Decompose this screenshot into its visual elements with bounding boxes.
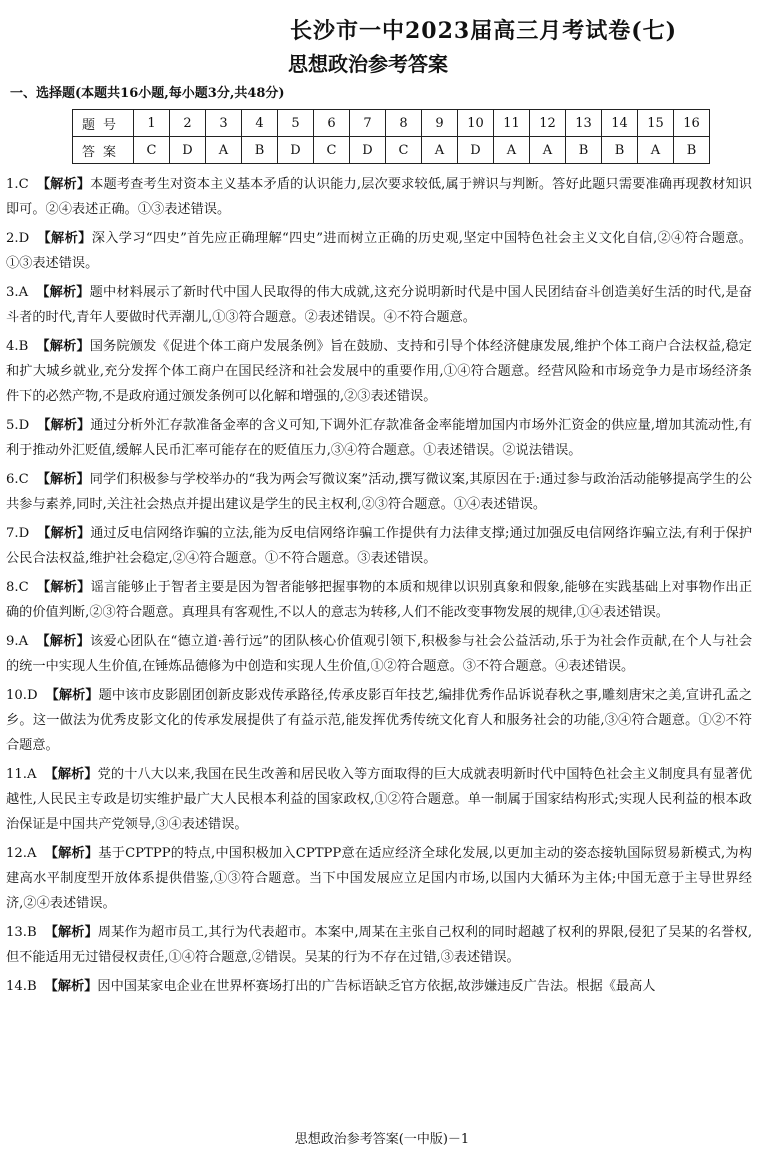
item-text: 该爱心团队在“德立道·善行远”的团队核心价值观引领下,积极参与社会公益活动,乐于为社会作贡献,在个人与社会的统一中实现人生价值,在锤炼品德修为中创造和实现人生价值,①②符合题意。③不符合题意。④表述错误。: [6, 634, 753, 674]
answer-cell: B: [566, 137, 602, 164]
answer-cell: B: [242, 137, 278, 164]
page-subtitle: 思想政治参考答案: [288, 52, 448, 76]
item-number: 7.D: [6, 526, 30, 541]
item-number: 2.D: [6, 231, 30, 246]
explanation-list: [6, 172, 752, 1003]
answer-cell: C: [134, 137, 170, 164]
question-number-cell: 7: [350, 110, 386, 137]
analysis-tag: 【解析】: [36, 580, 91, 595]
question-number-cell: 16: [674, 110, 710, 137]
item-text: 因中国某家电企业在世界杯赛场打出的广告标语缺乏官方依据,故涉嫌违反广告法。根据《最高人: [97, 979, 656, 994]
item-number: 11.A: [6, 767, 37, 782]
analysis-tag: 【解析】: [37, 418, 91, 433]
answer-cell: B: [602, 137, 638, 164]
question-number-cell: 9: [422, 110, 458, 137]
explanation-item: [6, 334, 752, 409]
analysis-tag: 【解析】: [36, 177, 91, 192]
analysis-tag: 【解析】: [44, 767, 98, 782]
item-text: 通过分析外汇存款准备金率的含义可知,下调外汇存款准备金率能增加国内市场外汇资金的供应量,增加其流动性,有利于推动外汇贬值,缓解人民币汇率可能存在的贬值压力,③④符合题意。①表述错误。②说法错误。: [6, 418, 752, 458]
item-text: 基于CPTPP的特点,中国积极加入CPTPP意在适应经济全球化发展,以更加主动的姿态接轨国际贸易新模式,为构建高水平制度型开放体系提供借鉴,①③符合题意。当下中国发展应立足国内市场,以国内大循环为主体;中国无意于主导世界经济,②④表述错误。: [6, 846, 752, 911]
analysis-tag: 【解析】: [37, 526, 91, 541]
answer-cell: A: [206, 137, 242, 164]
question-number-cell: 2: [170, 110, 206, 137]
answer-cell: C: [314, 137, 350, 164]
item-number: 6.C: [6, 472, 29, 487]
item-text: 国务院颁发《促进个体工商户发展条例》旨在鼓励、支持和引导个体经济健康发展,维护个体工商户合法权益,稳定和扩大城乡就业,充分发挥个体工商户在国民经济和社会发展中的重要作用,①④符合题意。经营风险和市场竞争力是市场经济条件下的必然产物,不是政府通过颁发条例可以化解和增强的,②③表述错误。: [6, 339, 752, 404]
answer-cell: D: [350, 137, 386, 164]
page-title: 长沙市一中2023届高三月考试卷(七): [290, 18, 678, 44]
item-number: 13.B: [6, 925, 37, 940]
explanation-item: [6, 172, 752, 222]
item-text: 同学们积极参与学校举办的“我为两会写微议案”活动,撰写微议案,其原因在于:通过参与政治活动能够提高学生的公共参与素养,同时,关注社会热点并提出建议是学生的民主权利,②③符合题意。①④表述错误。: [6, 472, 753, 512]
analysis-tag: 【解析】: [36, 472, 90, 487]
question-number-cell: 5: [278, 110, 314, 137]
question-number-cell: 15: [638, 110, 674, 137]
explanation-item: [6, 575, 752, 625]
item-text: 周某作为超市员工,其行为代表超市。本案中,周某在主张自己权利的同时超越了权利的界限,侵犯了吴某的名誉权,但不能适用无过错侵权责任,①④符合题意,②错误。吴某的行为不存在过错,③表述错误。: [6, 925, 753, 965]
explanation-item: [6, 413, 752, 463]
explanation-item: [6, 762, 752, 837]
answer-cell: D: [278, 137, 314, 164]
item-text: 深入学习“四史”首先应正确理解“四史”进而树立正确的历史观,坚定中国特色社会主义文化自信,②④符合题意。①③表述错误。: [6, 231, 752, 271]
answer-cell: B: [674, 137, 710, 164]
item-number: 10.D: [6, 688, 38, 703]
item-text: 党的十八大以来,我国在民生改善和居民收入等方面取得的巨大成就表明新时代中国特色社会主义制度具有显著优越性,人民民主专政是切实维护最广大人民根本利益的国家政权,①②符合题意。单一制属于国家结构形式;实现人民利益的根本政治保证是中国共产党领导,③④表述错误。: [6, 767, 753, 832]
question-number-cell: 11: [494, 110, 530, 137]
question-number-cell: 1: [134, 110, 170, 137]
answer-cell: A: [422, 137, 458, 164]
analysis-tag: 【解析】: [37, 231, 92, 246]
answer-cell: A: [494, 137, 530, 164]
item-number: 1.C: [6, 177, 29, 192]
explanation-item: [6, 683, 752, 758]
row-label-answer: 答案: [73, 137, 134, 164]
question-number-cell: 8: [386, 110, 422, 137]
section-heading: 一、选择题(本题共16小题,每小题3分,共48分): [10, 86, 285, 101]
answer-cell: A: [638, 137, 674, 164]
item-text: 题中材料展示了新时代中国人民取得的伟大成就,这充分说明新时代是中国人民团结奋斗创造美好生活的时代,是奋斗者的时代,青年人要做时代弄潮儿,①③符合题意。②表述错误。④不符合题意。: [6, 285, 752, 325]
question-number-cell: 14: [602, 110, 638, 137]
item-text: 通过反电信网络诈骗的立法,能为反电信网络诈骗工作提供有力法律支撑;通过加强反电信网络诈骗立法,有利于保护公民合法权益,维护社会稳定,②④符合题意。①不符合题意。③表述错误。: [6, 526, 753, 566]
analysis-tag: 【解析】: [36, 339, 90, 354]
answer-cell: D: [458, 137, 494, 164]
explanation-item: [6, 841, 752, 916]
question-number-cell: 10: [458, 110, 494, 137]
analysis-tag: 【解析】: [36, 285, 90, 300]
item-text: 谣言能够止于智者主要是因为智者能够把握事物的本质和规律以识别真象和假象,能够在实践基础上对事物作出正确的价值判断,②③符合题意。真理具有客观性,不以人的意志为转移,人们不能改变事物发展的规律,①④表述错误。: [6, 580, 753, 620]
item-number: 14.B: [6, 979, 37, 994]
item-number: 4.B: [6, 339, 29, 354]
explanation-item: [6, 629, 752, 679]
question-number-cell: 3: [206, 110, 242, 137]
explanation-item: [6, 226, 752, 276]
explanation-item: [6, 467, 752, 517]
analysis-tag: 【解析】: [44, 846, 99, 861]
item-number: 12.A: [6, 846, 37, 861]
answer-table: [72, 109, 710, 164]
explanation-item: [6, 521, 752, 571]
item-text: 本题考查考生对资本主义基本矛盾的认识能力,层次要求较低,属于辨识与判断。答好此题只需要准确再现教材知识即可。②④表述正确。①③表述错误。: [6, 177, 752, 217]
analysis-tag: 【解析】: [44, 925, 98, 940]
page-footer: 思想政治参考答案(一中版)－1: [294, 1132, 470, 1147]
analysis-tag: 【解析】: [45, 688, 99, 703]
answer-cell: A: [530, 137, 566, 164]
item-number: 3.A: [6, 285, 29, 300]
row-label-number: 题号: [73, 110, 134, 137]
question-number-cell: 4: [242, 110, 278, 137]
item-number: 5.D: [6, 418, 30, 433]
item-text: 题中该市皮影剧团创新皮影戏传承路径,传承皮影百年技艺,编排优秀作品诉说春秋之事,雕刻唐宋之美,宣讲孔孟之乡。这一做法为优秀皮影文化的传承发展提供了有益示范,能发挥优秀传统文化育人和服务社会的功能,③④符合题意。①②不符合题意。: [6, 688, 753, 753]
analysis-tag: 【解析】: [44, 979, 98, 994]
question-number-row: [73, 110, 710, 137]
answer-cell: D: [170, 137, 206, 164]
item-number: 8.C: [6, 580, 29, 595]
answer-cell: C: [386, 137, 422, 164]
question-number-cell: 12: [530, 110, 566, 137]
item-number: 9.A: [6, 634, 29, 649]
explanation-item: [6, 920, 752, 970]
analysis-tag: 【解析】: [36, 634, 91, 649]
question-number-cell: 6: [314, 110, 350, 137]
explanation-item: [6, 974, 752, 999]
question-number-cell: 13: [566, 110, 602, 137]
explanation-item: [6, 280, 752, 330]
answer-row: [73, 137, 710, 164]
